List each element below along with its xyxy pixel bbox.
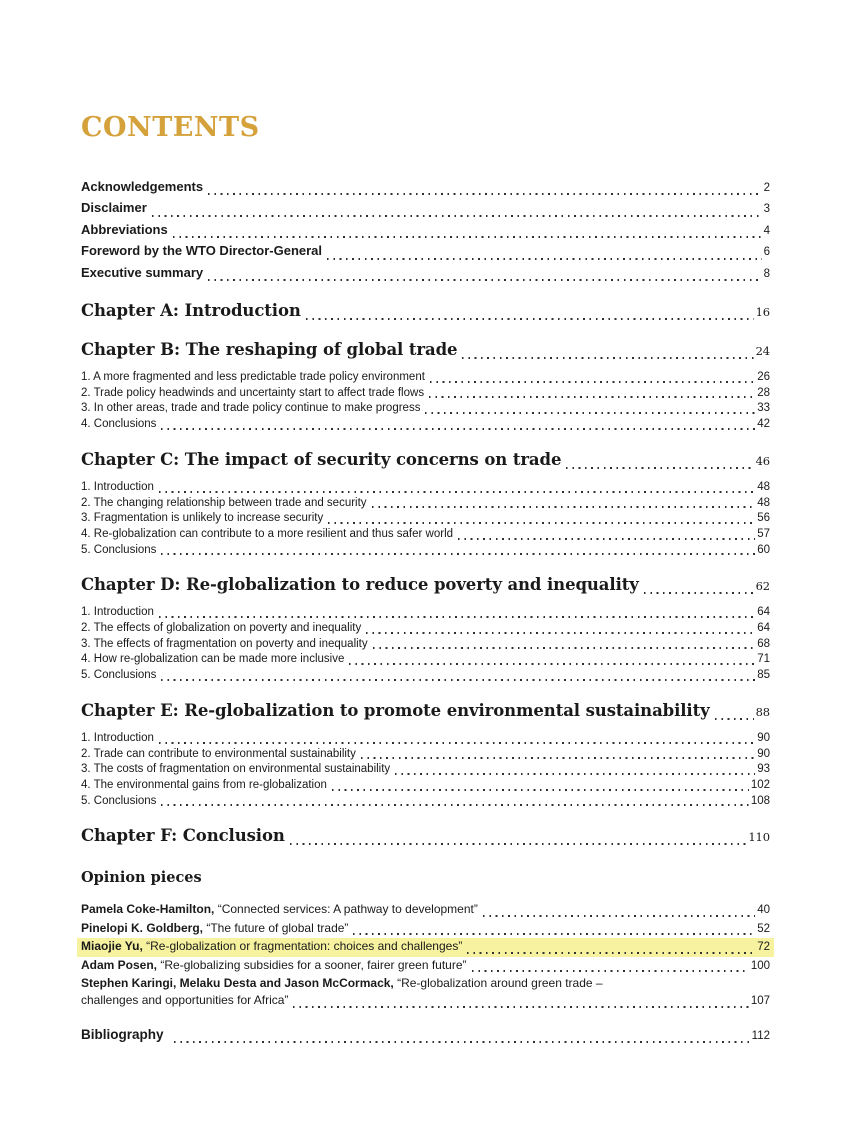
author-name: Pamela Coke-Hamilton, — [81, 902, 215, 917]
page-number: 62 — [755, 579, 770, 594]
author-name: Pinelopi K. Goldberg, — [81, 920, 204, 935]
chapter-item-row[interactable] — [81, 543, 770, 559]
entry-label: 3. The costs of fragmentation on environmental sustainability — [81, 763, 391, 776]
page-number: 48 — [757, 480, 770, 493]
chapter-block — [81, 825, 770, 848]
chapter-item-row[interactable] — [81, 731, 770, 747]
dot-leader — [353, 933, 755, 935]
dot-leader — [566, 467, 753, 469]
dot-leader — [159, 491, 755, 493]
page-number: 6 — [763, 246, 770, 259]
page-number: 42 — [757, 418, 770, 431]
dot-leader — [332, 789, 749, 791]
chapter-item-row[interactable] — [81, 621, 770, 637]
page-number: 72 — [757, 941, 770, 954]
dot-leader — [429, 396, 755, 398]
page-number: 28 — [757, 386, 770, 399]
dot-leader — [472, 970, 749, 972]
bibliography-row[interactable] — [81, 1025, 770, 1046]
page-number: 4 — [763, 224, 770, 237]
bibliography-section — [81, 1025, 770, 1046]
chapter-item-row[interactable] — [81, 496, 770, 512]
chapter-block — [81, 300, 770, 323]
dot-leader — [161, 804, 748, 806]
dot-leader — [161, 553, 755, 555]
contents-page — [81, 112, 770, 1046]
entry-label: 2. The changing relationship between trade and security — [81, 496, 367, 509]
page-number: 56 — [757, 512, 770, 525]
page-number: 52 — [757, 922, 770, 935]
dot-leader — [208, 193, 762, 195]
page-number: 48 — [757, 496, 770, 509]
entry-label: 5. Conclusions — [81, 794, 157, 807]
chapter-item-row[interactable] — [81, 401, 770, 417]
page-number: 85 — [757, 669, 770, 682]
dot-leader — [174, 1041, 750, 1043]
author-name: Stephen Karingi, Melaku Desta and Jason McCormack, — [81, 976, 394, 991]
page-number: 112 — [751, 1029, 770, 1042]
entry-label: 4. The environmental gains from re-globalization — [81, 778, 327, 791]
entry-label: 3. The effects of fragmentation on poverty and inequality — [81, 637, 368, 650]
entry-label: 5. Conclusions — [81, 543, 157, 556]
front-matter-row[interactable] — [81, 241, 770, 262]
page-number: 46 — [755, 453, 770, 468]
page-number: 24 — [755, 344, 770, 359]
dot-leader — [458, 538, 755, 540]
chapter-title: Chapter E: Re-globalization to promote environmental sustainability — [81, 700, 710, 720]
page-number: 93 — [757, 763, 770, 776]
chapter-title: Chapter B: The reshaping of global trade — [81, 340, 458, 360]
opinion-items — [81, 901, 770, 1010]
chapter-title: Chapter D: Re-globalization to reduce poverty and inequality — [81, 575, 639, 595]
page-number: 33 — [757, 402, 770, 415]
page-number: 100 — [750, 959, 770, 972]
chapter-heading-row[interactable] — [81, 300, 770, 323]
chapter-title: Chapter C: The impact of security concerns on trade — [81, 449, 562, 469]
opinion-row[interactable] — [81, 901, 770, 919]
entry-label: Executive summary — [81, 264, 204, 280]
entry-label: 4. Re-globalization can contribute to a more resilient and thus safer world — [81, 527, 454, 540]
dot-leader — [715, 718, 754, 720]
opinion-heading: Opinion pieces — [81, 869, 202, 887]
dot-leader — [349, 663, 755, 665]
opinion-row-continuation[interactable] — [81, 992, 770, 1010]
page-number: 107 — [750, 995, 770, 1008]
dot-leader — [161, 428, 755, 430]
entry-label: 2. Trade can contribute to environmental sustainability — [81, 747, 356, 760]
chapter-block — [81, 700, 770, 810]
opinion-row[interactable] — [81, 957, 770, 975]
chapter-heading-row[interactable] — [81, 825, 770, 848]
front-matter-row[interactable] — [81, 220, 770, 241]
opinion-row[interactable] — [81, 975, 770, 992]
chapter-item-row[interactable] — [81, 527, 770, 543]
entry-label: Disclaimer — [81, 200, 147, 216]
page-title: CONTENTS — [81, 112, 260, 143]
page-number: 88 — [755, 704, 770, 719]
page-number: 90 — [757, 747, 770, 760]
front-matter-row[interactable] — [81, 198, 770, 219]
entry-label: Foreword by the WTO Director-General — [81, 243, 323, 259]
dot-leader — [361, 757, 755, 759]
entry-label — [81, 975, 603, 992]
quote-title: “The future of global trade” — [203, 920, 349, 935]
chapter-item-row[interactable] — [81, 417, 770, 433]
page-number: 3 — [763, 203, 770, 216]
dot-leader — [327, 258, 762, 260]
quote-title-line2: challenges and opportunities for Africa” — [81, 993, 289, 1008]
dot-leader — [425, 412, 755, 414]
chapter-heading-row[interactable] — [81, 449, 770, 472]
entry-label: 4. How re-globalization can be made more inclusive — [81, 653, 345, 666]
quote-title: “Connected services: A pathway to development” — [214, 902, 478, 917]
entry-label: Abbreviations — [81, 221, 168, 237]
dot-leader — [290, 843, 747, 845]
dot-leader — [373, 647, 756, 649]
author-name: Miaojie Yu, — [81, 939, 143, 954]
opinion-row-highlighted[interactable] — [77, 938, 774, 956]
entry-label: 1. A more fragmented and less predictable trade policy environment — [81, 371, 425, 384]
chapters-section — [81, 300, 770, 848]
chapter-block — [81, 339, 770, 433]
chapter-title: Chapter F: Conclusion — [81, 826, 285, 846]
dot-leader — [306, 318, 754, 320]
page-number: 26 — [757, 371, 770, 384]
dot-leader — [644, 592, 754, 594]
dot-leader — [372, 506, 756, 508]
dot-leader — [293, 1006, 748, 1008]
entry-label: 4. Conclusions — [81, 418, 157, 431]
dot-leader — [208, 279, 761, 281]
chapter-heading-row[interactable] — [81, 339, 770, 362]
opinion-section — [81, 868, 770, 1010]
entry-label — [81, 957, 467, 974]
quote-title: “Re-globalization or fragmentation: choices and challenges” — [142, 939, 463, 954]
page-number: 108 — [750, 794, 770, 807]
dot-leader — [161, 679, 755, 681]
page-number: 57 — [757, 527, 770, 540]
chapter-item-row[interactable] — [81, 668, 770, 684]
dot-leader — [173, 236, 762, 238]
entry-label: 1. Introduction — [81, 480, 154, 493]
dot-leader — [395, 773, 755, 775]
dot-leader — [467, 952, 755, 954]
dot-leader — [159, 616, 755, 618]
chapter-item-row[interactable] — [81, 605, 770, 621]
page-number: 90 — [757, 731, 770, 744]
chapter-block — [81, 449, 770, 559]
entry-label: 2. The effects of globalization on poverty and inequality — [81, 622, 362, 635]
quote-title: “Re-globalizing subsidies for a sooner, fairer green future” — [157, 957, 467, 972]
chapter-item-row[interactable] — [81, 778, 770, 794]
page-number: 16 — [755, 305, 770, 320]
dot-leader — [366, 632, 755, 634]
entry-label: 3. In other areas, trade and trade policy continue to make progress — [81, 402, 421, 415]
chapter-title: Chapter A: Introduction — [81, 301, 301, 321]
front-matter-row[interactable] — [81, 177, 770, 198]
entry-label: 3. Fragmentation is unlikely to increase security — [81, 512, 324, 525]
page-number: 71 — [757, 653, 770, 666]
chapter-item-row[interactable] — [81, 370, 770, 386]
page-number: 8 — [763, 267, 770, 280]
front-matter-section — [81, 177, 770, 284]
dot-leader — [152, 215, 762, 217]
entry-label — [81, 938, 462, 955]
entry-label — [81, 901, 478, 918]
entry-label: Acknowledgements — [81, 179, 204, 194]
chapter-item-row[interactable] — [81, 794, 770, 810]
dot-leader — [462, 357, 753, 359]
page-number: 102 — [750, 778, 770, 791]
entry-label: 1. Introduction — [81, 731, 154, 744]
front-matter-row[interactable] — [81, 263, 770, 284]
page-number: 40 — [757, 904, 770, 917]
chapter-heading-row[interactable] — [81, 574, 770, 597]
chapter-item-row[interactable] — [81, 747, 770, 763]
dot-leader — [159, 742, 755, 744]
chapter-item-row[interactable] — [81, 637, 770, 653]
page-number: 64 — [757, 606, 770, 619]
chapter-item-row[interactable] — [81, 386, 770, 402]
page-number: 60 — [757, 543, 770, 556]
page-number: 64 — [757, 622, 770, 635]
chapter-item-row[interactable] — [81, 511, 770, 527]
quote-title: “Re-globalization around green trade – — [393, 976, 603, 991]
dot-leader — [430, 381, 755, 383]
entry-label: Bibliography — [81, 1026, 164, 1042]
entry-label: 2. Trade policy headwinds and uncertainty start to affect trade flows — [81, 386, 425, 399]
entry-label: 5. Conclusions — [81, 669, 157, 682]
author-name: Adam Posen, — [81, 957, 158, 972]
chapter-item-row[interactable] — [81, 480, 770, 496]
chapter-item-row[interactable] — [81, 652, 770, 668]
page-number: 110 — [748, 830, 770, 845]
dot-leader — [328, 522, 755, 524]
opinion-row[interactable] — [81, 920, 770, 938]
page-number: 2 — [763, 182, 770, 194]
entry-label: 1. Introduction — [81, 606, 154, 619]
dot-leader — [483, 915, 755, 917]
chapter-item-row[interactable] — [81, 762, 770, 778]
entry-label — [81, 920, 348, 937]
page-number: 68 — [757, 637, 770, 650]
chapter-heading-row[interactable] — [81, 700, 770, 723]
chapter-block — [81, 574, 770, 684]
